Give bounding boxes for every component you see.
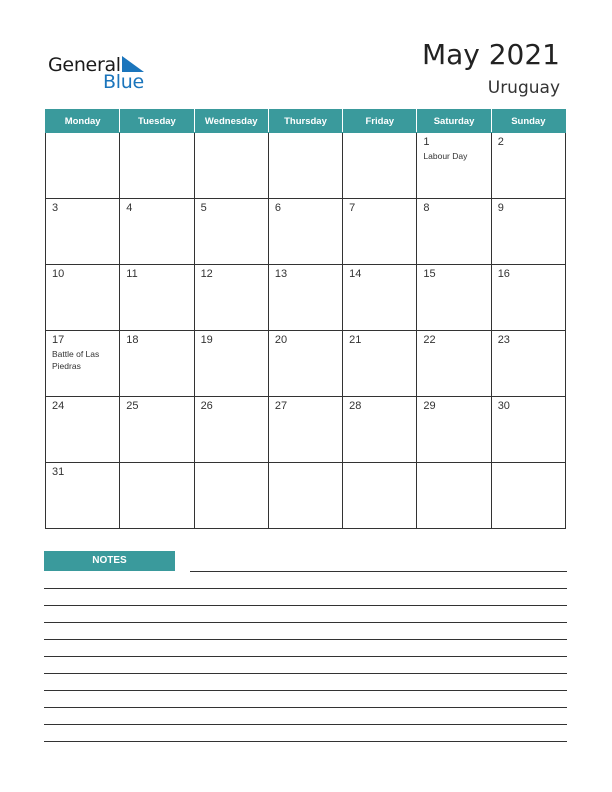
weekday-header: Monday (46, 110, 120, 133)
page-title: May 2021 (421, 38, 560, 71)
day-number: 20 (274, 334, 288, 346)
note-line (44, 673, 567, 674)
day-number: 17 (52, 334, 65, 346)
day-number: 8 (423, 202, 430, 214)
day-cell (491, 463, 565, 529)
day-cell (417, 265, 491, 331)
day-cell (120, 463, 194, 529)
day-number: 26 (200, 400, 213, 412)
day-cell (120, 397, 194, 463)
weekday-header: Saturday (417, 110, 491, 133)
day-cell (194, 331, 268, 397)
day-number: 1 (423, 136, 430, 148)
day-cell (46, 199, 120, 265)
note-line (44, 741, 567, 742)
day-number: 22 (423, 334, 436, 346)
day-cell (417, 463, 491, 529)
day-cell (417, 133, 491, 199)
holiday-label: Battle of Las Piedras (52, 349, 100, 371)
notes-label: NOTES (44, 551, 175, 571)
day-cell (343, 199, 417, 265)
day-number: 7 (349, 202, 356, 214)
weekday-header: Sunday (491, 110, 565, 133)
day-cell (120, 331, 194, 397)
note-line (44, 622, 567, 623)
day-number: 12 (200, 268, 213, 280)
day-cell (194, 199, 268, 265)
day-cell (491, 199, 565, 265)
day-cell (120, 265, 194, 331)
day-number: 29 (423, 400, 436, 412)
day-cell (194, 397, 268, 463)
note-line (44, 707, 567, 708)
day-number: 4 (126, 202, 133, 214)
calendar-grid (45, 109, 566, 529)
day-number: 14 (349, 268, 362, 280)
weekday-header: Friday (343, 110, 417, 133)
day-number: 3 (52, 202, 59, 214)
note-line (44, 588, 567, 589)
day-number: 11 (126, 268, 138, 280)
country-label: Uruguay (487, 78, 560, 98)
day-cell (491, 133, 565, 199)
logo-flag-icon (120, 56, 144, 72)
day-number: 18 (126, 334, 139, 346)
day-cell (268, 265, 342, 331)
day-cell (46, 463, 120, 529)
day-cell (268, 199, 342, 265)
day-number: 9 (497, 202, 504, 214)
weekday-header: Thursday (268, 110, 342, 133)
day-cell (343, 265, 417, 331)
holiday-label: Labour Day (423, 151, 468, 161)
weekday-header: Wednesday (194, 110, 268, 133)
day-cell (491, 397, 565, 463)
day-number: 28 (349, 400, 362, 412)
day-cell (120, 199, 194, 265)
logo (48, 52, 158, 92)
weekday-header: Tuesday (120, 110, 194, 133)
day-number: 21 (349, 334, 362, 346)
note-line (44, 639, 567, 640)
day-cell (268, 133, 342, 199)
weekday-header-row (46, 110, 566, 133)
day-cell (491, 265, 565, 331)
day-number: 6 (274, 202, 281, 214)
day-cell (194, 463, 268, 529)
day-cell (417, 331, 491, 397)
logo-blue-text: Blue (103, 71, 144, 93)
day-number: 15 (423, 268, 436, 280)
day-cell (417, 397, 491, 463)
note-line (190, 571, 567, 572)
day-cell (343, 133, 417, 199)
week-row (46, 199, 566, 265)
day-cell (491, 331, 565, 397)
day-cell (46, 397, 120, 463)
day-cell (46, 265, 120, 331)
note-line (44, 656, 567, 657)
day-number: 2 (497, 136, 504, 148)
day-number: 23 (497, 334, 510, 346)
day-cell (194, 265, 268, 331)
day-number: 19 (200, 334, 213, 346)
day-number: 16 (497, 268, 510, 280)
week-row (46, 133, 566, 199)
day-cell (268, 463, 342, 529)
day-cell (343, 397, 417, 463)
day-number: 31 (52, 466, 65, 478)
day-number: 5 (200, 202, 207, 214)
logo-general-text: General (48, 54, 121, 76)
day-cell (120, 133, 194, 199)
day-cell (46, 331, 120, 397)
week-row (46, 331, 566, 397)
note-line (44, 605, 567, 606)
week-row (46, 463, 566, 529)
day-cell (194, 133, 268, 199)
day-cell (417, 199, 491, 265)
day-number: 30 (497, 400, 510, 412)
day-number: 24 (52, 400, 65, 412)
day-cell (268, 331, 342, 397)
day-number: 27 (274, 400, 288, 412)
week-row (46, 265, 566, 331)
day-cell (343, 331, 417, 397)
day-cell (268, 397, 342, 463)
day-number: 25 (126, 400, 139, 412)
week-row (46, 397, 566, 463)
day-number: 13 (274, 268, 288, 280)
note-line (44, 690, 567, 691)
day-number: 10 (52, 268, 65, 280)
day-cell (343, 463, 417, 529)
day-cell (46, 133, 120, 199)
note-line (44, 724, 567, 725)
